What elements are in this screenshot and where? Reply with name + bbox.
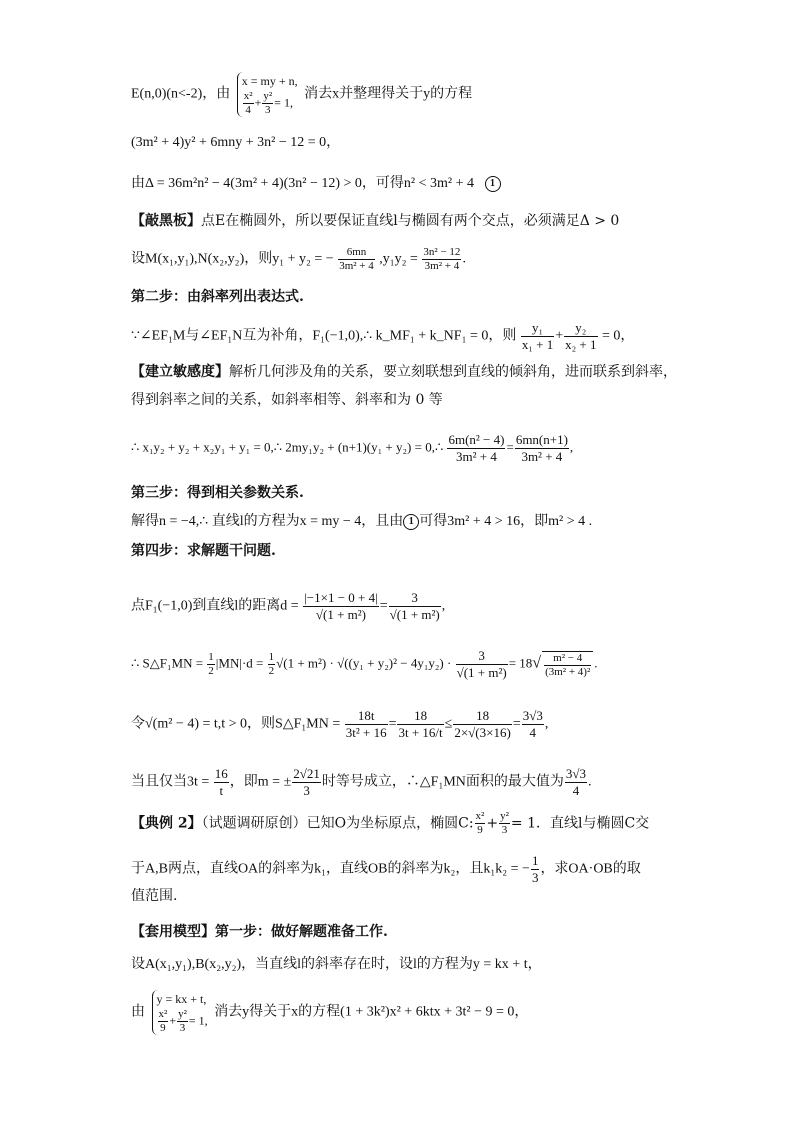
equation-system (237, 72, 298, 117)
line-8: 【建立敏感度】解析几何涉及角的关系，要立刻联想到直线的倾斜角，进而联系到斜率， (131, 364, 677, 380)
line-17: 当且仅当3t = $\frac{16}{t}$ ，即m = ± $\frac{2√21}{3}$ 时等号成立，∴△F₁MN面积的最大值为 $\frac{3√3}{4}$ . (131, 766, 592, 798)
line-19: 于A,B两点，直线OA的斜率为k₁，直线OB的斜率为k₂，且k₁k₂ = − $\frac{1}{3}$ ，求OA·OB的取 (131, 853, 641, 885)
line-10: ∴ x₁y₂ + y₂ + x₂y₁ + y₁ = 0,∴ 2my₁y₂ + (n+1)(y₁ + y₂) = 0,∴ $\frac{\text{6m(n² − 4)}}{\text{3m² + 4}}$ = $\frac{6mn(n+1)}{\text{3m² + 4}}$ , (131, 432, 574, 464)
step-heading: 第四步：求解题干问题. (131, 543, 276, 559)
line-16: 令√(m² − 4) = t,t > 0，则S△F₁MN = $\frac{18t}{\text{3t² + 16}}$ = $\frac{18}{3t + 16/t}$ ≤ $\frac{18}{2\times√(3\times 16)}$ = $\frac{3√3}{4}$ , (131, 708, 549, 740)
circled-number: 1 (485, 176, 501, 192)
text: E(n,0)(n<-2)，由 (131, 86, 231, 102)
line-14: 点F₁(−1,0)到直线l的距离d = $\frac{|-1\times 1 - 0 + 4|}{\text{√(1 + m²)}}$ = $\frac{3}{\text{√(1 + m²)}}$ , (131, 590, 446, 622)
line-5: 设M(x₁,y₁),N(x₂,y₂)，则y₁ + y₂ = − $\frac{6mn}{\text{3m² + 4}}$ ,y₁y₂ = $\frac{\text{3n² − 12}}{\text{3m² + 4}}$ . (131, 246, 466, 272)
section-tag: 【建立敏感度】 (131, 364, 229, 380)
line-2: (3m² + 4)y² + 6mny + 3n² − 12 = 0， (131, 135, 341, 150)
line-7: ∵∠EF₁M与∠EF₁N互为补角，F₁(−1,0),∴ k_MF₁ + k_NF₁ = 0，则 $\frac{\text{y₁}}{\text{x₁ + 1}}$ + $\frac{\text{y₂}}{\text{x₂ + 1}}$ = 0， (131, 320, 635, 352)
line-3: 由Δ = 36m²n² − 4(3m² + 4)(3n² − 12) > 0，可得n² < 3m² + 4 1 (131, 174, 501, 194)
section-tag: 【典例 2】 (131, 815, 202, 832)
line-1 (131, 72, 472, 117)
line-4: 【敲黑板】点E在椭圆外，所以要保证直线l与椭圆有两个交点，必须满足Δ > 0 (131, 213, 620, 229)
section-tag: 【敲黑板】 (131, 213, 201, 229)
line-23: 由 y = kx + t, $\frac{\text{x²}}{9}$ + $\frac{\text{y²}}{3}$ = 1, 消去y得关于x的方程(1 + 3k²)x² + 6ktx + 3t² − 9 = 0， (131, 992, 529, 1034)
line-21: 【套用模型】第一步：做好解题准备工作. (131, 924, 388, 940)
text: 消去x并整理得关于y的方程 (304, 86, 473, 102)
circled-number: 1 (403, 514, 419, 530)
equation: x = my + n, (241, 74, 298, 88)
line-12: 解得n = −4,∴ 直线l的方程为x = my − 4，且由 1 可得3m² + 4 > 16，即m² > 4 . (131, 514, 593, 529)
line-9: 得到斜率之间的关系，如斜率相等、斜率和为 0 等 (131, 392, 443, 408)
step-heading: 第三步：得到相关参数关系. (131, 485, 304, 501)
line-20: 值范围. (131, 888, 178, 904)
section-tag: 【套用模型】 (131, 924, 215, 940)
equation-system: y = kx + t, $\frac{\text{x²}}{9}$ + $\frac{\text{y²}}{3}$ = 1, (152, 990, 208, 1035)
equation: $\frac{\text{x²}}{4}$ + $\frac{\text{y²}}{3}$ = 1, (243, 90, 293, 116)
line-22: 设A(x₁,y₁),B(x₂,y₂)，当直线l的斜率存在时，设l的方程为y = kx + t， (131, 957, 542, 972)
line-18: 【典例 2】（试题调研原创）已知O为坐标原点，椭圆C: $\frac{\text{x²}}{9}$ + $\frac{\text{y²}}{3}$ = 1．直线l与椭圆C交 (131, 810, 650, 836)
line-15: ∴ S△F₁MN = $\frac{1}{2}$ |MN|·d = $\frac{1}{2}$ √(1 + m²) · √((y₁ + y₂)² − 4y₁y₂) · $\frac{3}{\text{√(1 + m²)}}$ = 18√ $\frac{\text{m² − 4}}{\text{(3m² + 4)²}}$ . (131, 648, 598, 680)
step-heading: 第二步：由斜率列出表达式. (131, 289, 304, 305)
